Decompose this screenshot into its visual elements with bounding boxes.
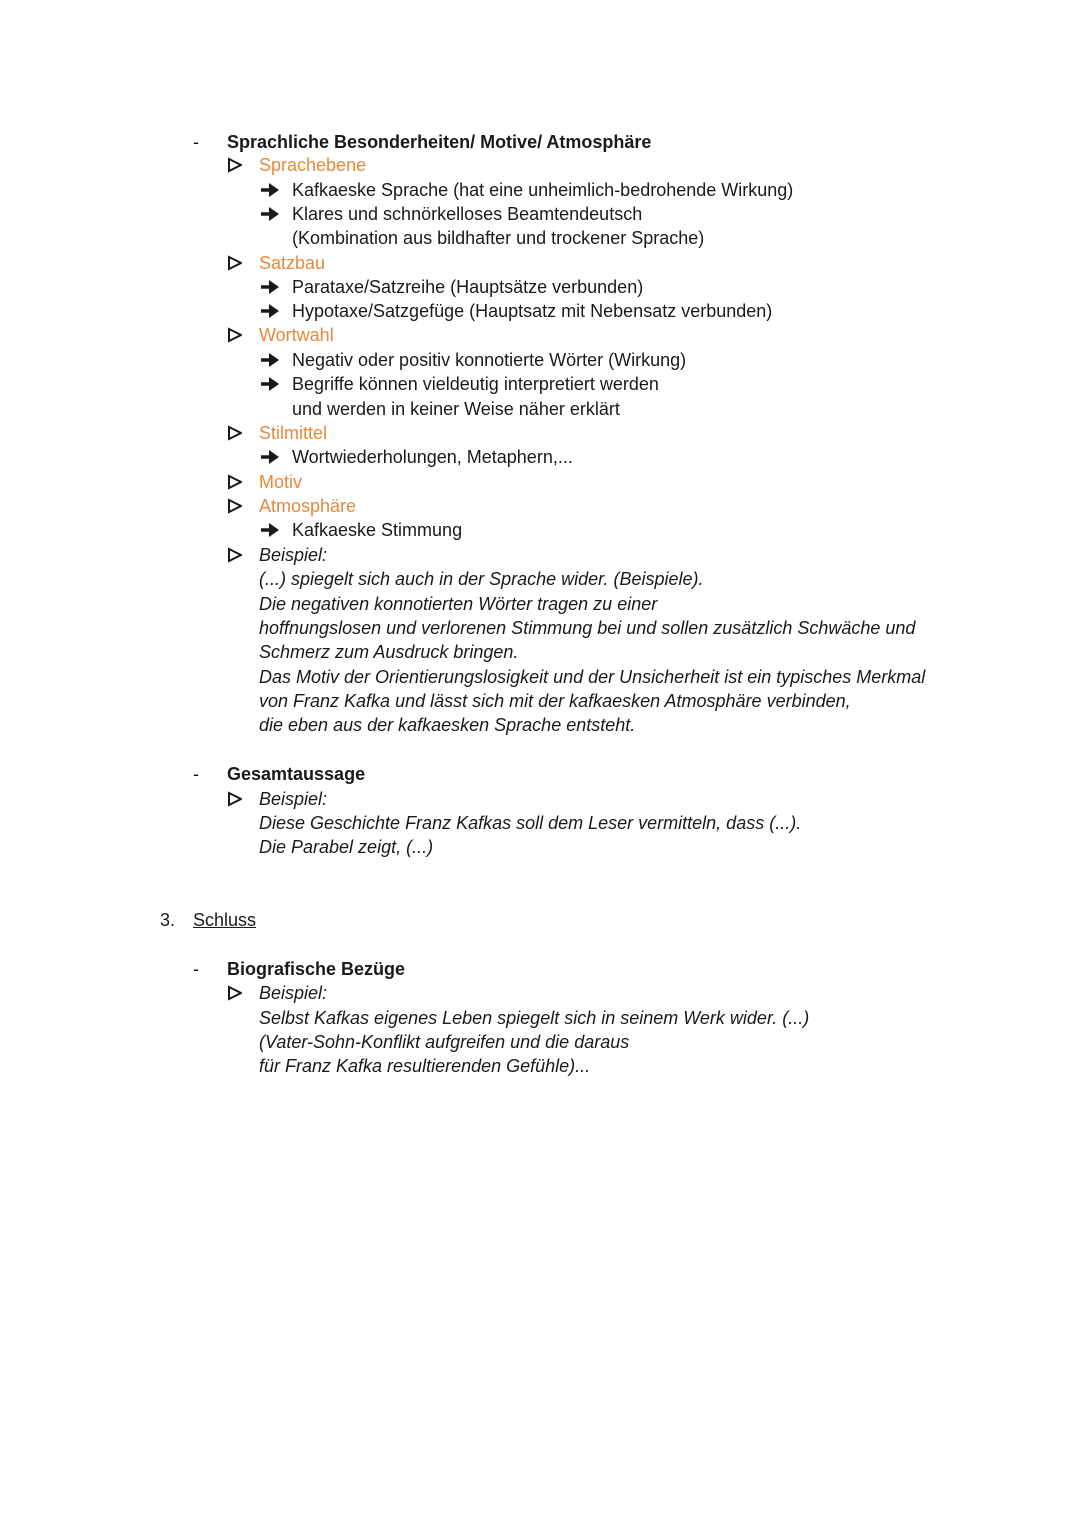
triangle-bullet-icon [228, 494, 242, 518]
subheading-sprachebene: Sprachebene [259, 155, 367, 175]
triangle-bullet-icon [228, 981, 242, 1005]
list-item: Negativ oder positiv konnotierte Wörter (Wirkung) [292, 350, 687, 370]
triangle-bullet-icon [228, 421, 242, 445]
arrow-bullet-icon [260, 299, 280, 323]
section-heading-gesamtaussage: Gesamtaussage [227, 764, 366, 784]
example-line: Diese Geschichte Franz Kafkas soll dem Leser vermitteln, dass (...). [259, 813, 802, 833]
example-line: Selbst Kafkas eigenes Leben spiegelt sich in seinem Werk wider. (...) [259, 1008, 810, 1028]
list-item: Kafkaeske Stimmung [292, 520, 463, 540]
arrow-bullet-icon [260, 445, 280, 469]
beispiel-label: Beispiel: [259, 789, 328, 809]
arrow-bullet-icon [260, 275, 280, 299]
section-number: 3. [160, 910, 176, 930]
list-item: Begriffe können vieldeutig interpretiert werden [292, 374, 659, 394]
subheading-satzbau: Satzbau [259, 253, 326, 273]
list-item: Kafkaeske Sprache (hat eine unheimlich-bedrohende Wirkung) [292, 180, 794, 200]
arrow-bullet-icon [260, 372, 280, 396]
bullet-dash: - [193, 764, 199, 784]
list-item: Wortwiederholungen, Metaphern,... [292, 447, 573, 467]
example-line: Die Parabel zeigt, (...) [259, 837, 434, 857]
bullet-dash: - [193, 132, 199, 152]
list-item: Parataxe/Satzreihe (Hauptsätze verbunden) [292, 277, 644, 297]
list-item: Klares und schnörkelloses Beamtendeutsch [292, 204, 643, 224]
example-line: von Franz Kafka und lässt sich mit der kafkaesken Atmosphäre verbinden, [259, 691, 851, 711]
subheading-wortwahl: Wortwahl [259, 325, 334, 345]
triangle-bullet-icon [228, 543, 242, 567]
example-line: (Vater-Sohn-Konflikt aufgreifen und die daraus [259, 1032, 630, 1052]
example-line: Das Motiv der Orientierungslosigkeit und der Unsicherheit ist ein typisches Merkmal [259, 667, 926, 687]
subheading-atmosphaere: Atmosphäre [259, 496, 357, 516]
arrow-bullet-icon [260, 518, 280, 542]
section-heading-biografische-bezuege: Biografische Bezüge [227, 959, 406, 979]
arrow-bullet-icon [260, 178, 280, 202]
arrow-bullet-icon [260, 348, 280, 372]
triangle-bullet-icon [228, 153, 242, 177]
example-line: Schmerz zum Ausdruck bringen. [259, 642, 519, 662]
list-item-continuation: (Kombination aus bildhafter und trockener Sprache) [292, 228, 705, 248]
triangle-bullet-icon [228, 323, 242, 347]
triangle-bullet-icon [228, 787, 242, 811]
subheading-motiv: Motiv [259, 472, 303, 492]
section-heading-sprachliche-besonderheiten: Sprachliche Besonderheiten/ Motive/ Atmosphäre [227, 132, 652, 152]
example-line: die eben aus der kafkaesken Sprache entsteht. [259, 715, 636, 735]
example-line: hoffnungslosen und verlorenen Stimmung bei und sollen zusätzlich Schwäche und [259, 618, 916, 638]
example-line: (...) spiegelt sich auch in der Sprache wider. (Beispiele). [259, 569, 704, 589]
arrow-bullet-icon [260, 202, 280, 226]
list-item-continuation: und werden in keiner Weise näher erklärt [292, 399, 620, 419]
triangle-bullet-icon [228, 470, 242, 494]
triangle-bullet-icon [228, 251, 242, 275]
beispiel-label: Beispiel: [259, 545, 328, 565]
example-line: für Franz Kafka resultierenden Gefühle)... [259, 1056, 591, 1076]
example-line: Die negativen konnotierten Wörter tragen zu einer [259, 594, 658, 614]
beispiel-label: Beispiel: [259, 983, 328, 1003]
subheading-stilmittel: Stilmittel [259, 423, 328, 443]
section-title-schluss: Schluss [193, 910, 257, 930]
bullet-dash: - [193, 959, 199, 979]
list-item: Hypotaxe/Satzgefüge (Hauptsatz mit Nebensatz verbunden) [292, 301, 773, 321]
